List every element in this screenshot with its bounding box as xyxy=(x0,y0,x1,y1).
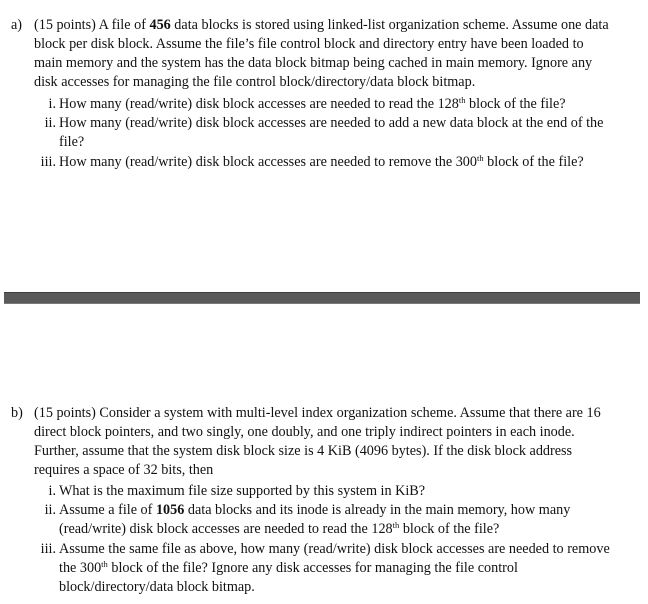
question-b-i-number: i. xyxy=(48,483,56,499)
question-a-i-number: i. xyxy=(48,96,56,112)
question-a-i-text: How many (read/write) disk block accesses are needed to read the 128th block of the file? xyxy=(59,95,566,112)
question-a-line-2: block per disk block. Assume the file’s file control block and directory entry have been loaded to xyxy=(34,36,584,52)
question-b-intro xyxy=(34,404,634,480)
question-b-iii-number: iii. xyxy=(40,541,56,557)
question-a-ii-text: How many (read/write) disk block accesses are needed to add a new data block at the end of the file? xyxy=(59,115,604,150)
question-a-ii-number: ii. xyxy=(44,115,56,131)
question-b-marker: b) xyxy=(11,405,23,421)
question-a-intro xyxy=(34,16,634,92)
question-b-line-2: direct block pointers, and two singly, one doubly, and one triply indirect pointers in each inode. xyxy=(34,424,575,440)
page-divider xyxy=(4,292,640,304)
question-b-line-1: (15 points) Consider a system with multi-level index organization scheme. Assume that there are 16 xyxy=(34,405,601,421)
question-b-iii-text: Assume the same file as above, how many (read/write) disk block accesses are needed to remove the 300th block of the file? Ignore any disk accesses for managing the file control block/directory/data block bitmap. xyxy=(59,541,610,595)
block-count: 456 xyxy=(149,17,171,33)
question-a-line-3: main memory and the system has the data block bitmap being cached in main memory. Ignore any xyxy=(34,55,593,71)
question-a-line-4: disk accesses for managing the file control block/directory/data block bitmap. xyxy=(34,74,476,90)
question-b-i-text: What is the maximum file size supported by this system in KiB? xyxy=(59,483,426,499)
question-a-marker: a) xyxy=(11,17,23,33)
question-a-line-1: (15 points) A file of 456 data blocks is stored using linked-list organization scheme. Assume one data xyxy=(34,17,609,33)
question-a-iii-text: How many (read/write) disk block accesses are needed to remove the 300th block of the file? xyxy=(59,153,584,170)
file-block-count: 1056 xyxy=(155,502,185,518)
question-b-line-3: Further, assume that the system disk block size is 4 KiB (4096 bytes). If the disk block address xyxy=(34,443,573,459)
question-b-line-4: requires a space of 32 bits, then xyxy=(34,462,214,478)
question-b-ii-text: Assume a file of 1056 data blocks and its inode is already in the main memory, how many (read/write) disk block accesses are needed to read the 128th block of the file? xyxy=(59,502,571,537)
question-b-ii-number: ii. xyxy=(44,502,56,518)
question-a-iii-number: iii. xyxy=(40,154,56,170)
